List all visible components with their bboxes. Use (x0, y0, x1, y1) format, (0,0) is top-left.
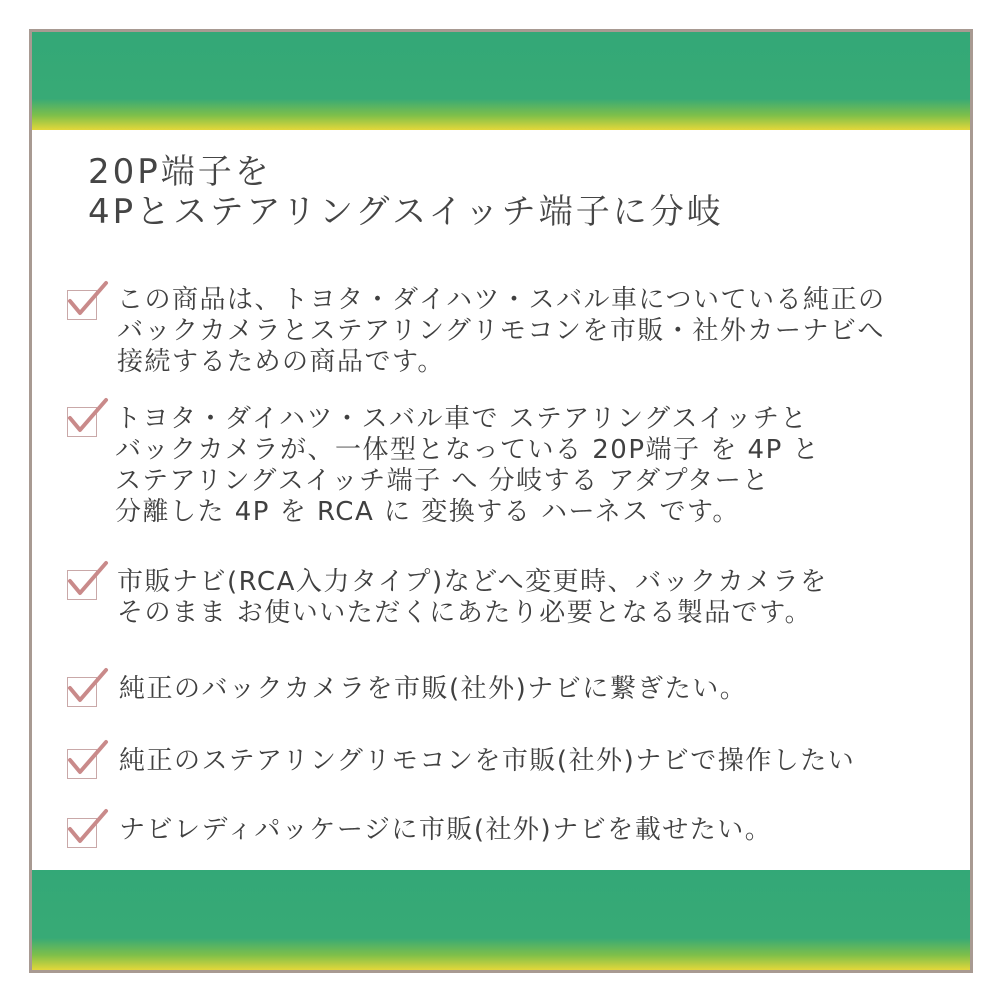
feature-text-line: 接続するための商品です。 (117, 347, 445, 377)
feature-text-line: ステアリングスイッチ端子 へ 分岐する アダプターと (115, 466, 770, 496)
footer-banner (32, 870, 970, 970)
feature-text-line: 市販ナビ(RCA入力タイプ)などへ変更時、バックカメラを (117, 567, 828, 597)
footer-line-1 (32, 884, 970, 922)
feature-text-line: 分離した 4P を RCA に 変換する ハーネス です。 (115, 497, 740, 527)
checkbox-checked-icon (67, 677, 97, 707)
title-line-1: 20P端子を (88, 152, 272, 192)
product-info-panel (29, 29, 973, 973)
header-banner (32, 32, 970, 130)
feature-text-line: トヨタ・ダイハツ・スバル車で ステアリングスイッチと (115, 404, 808, 434)
feature-text-line: 純正のステアリングリモコンを市販(社外)ナビで操作したい (119, 746, 856, 776)
header-line-2 (32, 83, 970, 117)
checkbox-checked-icon (67, 407, 97, 437)
feature-text-line: この商品は、トヨタ・ダイハツ・スバル車についている純正の (117, 285, 886, 315)
feature-text-line: ナビレディパッケージに市販(社外)ナビを載せたい。 (119, 815, 773, 845)
feature-text-line: バックカメラとステアリングリモコンを市販・社外カーナビへ (117, 316, 885, 346)
feature-text-line: 純正のバックカメラを市販(社外)ナビに繋ぎたい。 (119, 674, 748, 704)
feature-text-line: そのまま お使いいただくにあたり必要となる製品です。 (117, 598, 813, 628)
title-line-2: 4Pとステアリングスイッチ端子に分岐 (88, 192, 724, 232)
section-title (88, 152, 724, 232)
feature-text-line: バックカメラが、一体型となっている 20P端子 を 4P と (115, 435, 821, 465)
checkbox-checked-icon (67, 818, 97, 848)
checkbox-checked-icon (67, 290, 97, 320)
footer-line-2 (32, 922, 970, 960)
checkbox-checked-icon (67, 749, 97, 779)
checkbox-checked-icon (67, 570, 97, 600)
header-line-1 (32, 49, 970, 83)
